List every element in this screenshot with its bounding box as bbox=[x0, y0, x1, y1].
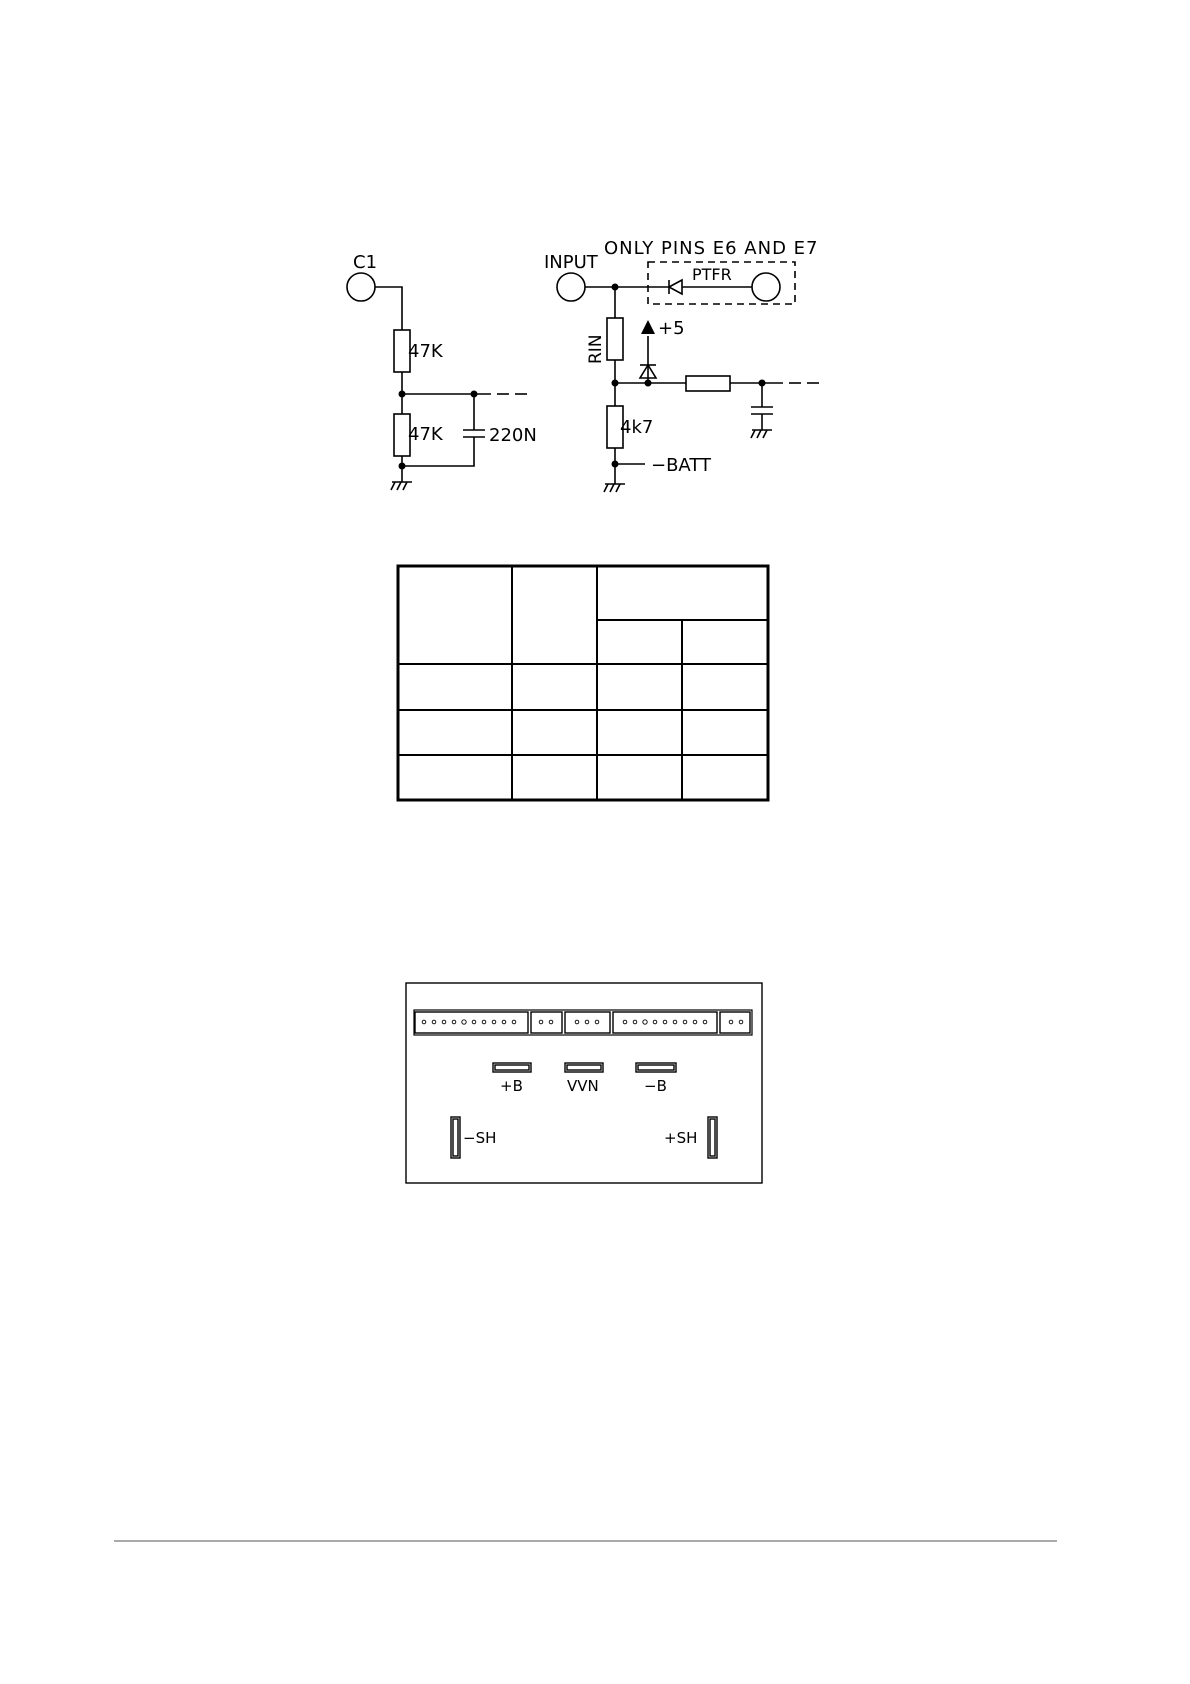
ground-icon bbox=[391, 482, 412, 490]
side-right-label: +SH bbox=[664, 1129, 698, 1147]
supply-arrow-icon bbox=[641, 320, 655, 334]
rin-label: RIN bbox=[586, 334, 606, 364]
c1-terminal bbox=[347, 273, 375, 301]
ptfr-label: PTFR bbox=[692, 265, 732, 284]
input-terminal bbox=[557, 273, 585, 301]
c1-label: C1 bbox=[353, 252, 378, 273]
connector-blocks bbox=[415, 1012, 750, 1033]
resistor-rin bbox=[607, 318, 623, 360]
pad-vvn-label: VVN bbox=[567, 1077, 599, 1095]
pad-plus-b-label: +B bbox=[500, 1077, 523, 1095]
schematic-left bbox=[347, 273, 527, 490]
batt-label: −BATT bbox=[651, 455, 712, 476]
input-label: INPUT bbox=[544, 252, 598, 273]
ptfr-terminal bbox=[752, 273, 780, 301]
empty-table bbox=[398, 566, 768, 800]
connector-strip bbox=[414, 1010, 752, 1035]
optional-pins-note: ONLY PINS E6 AND E7 bbox=[604, 238, 819, 259]
r-4k7-label: 4k7 bbox=[620, 417, 654, 438]
pad-minus-b-label: −B bbox=[644, 1077, 667, 1095]
connector-pins bbox=[422, 1020, 743, 1024]
side-left-label: −SH bbox=[463, 1129, 497, 1147]
ground-icon bbox=[751, 430, 772, 438]
table-border bbox=[398, 566, 768, 800]
supply-label: +5 bbox=[658, 318, 685, 339]
diode-icon bbox=[669, 280, 682, 294]
ground-icon bbox=[604, 484, 625, 492]
r-bottom-label: 47K bbox=[408, 424, 443, 445]
resistor-series bbox=[686, 376, 730, 391]
capacitor-label: 220N bbox=[489, 425, 537, 446]
r-top-label: 47K bbox=[408, 341, 443, 362]
